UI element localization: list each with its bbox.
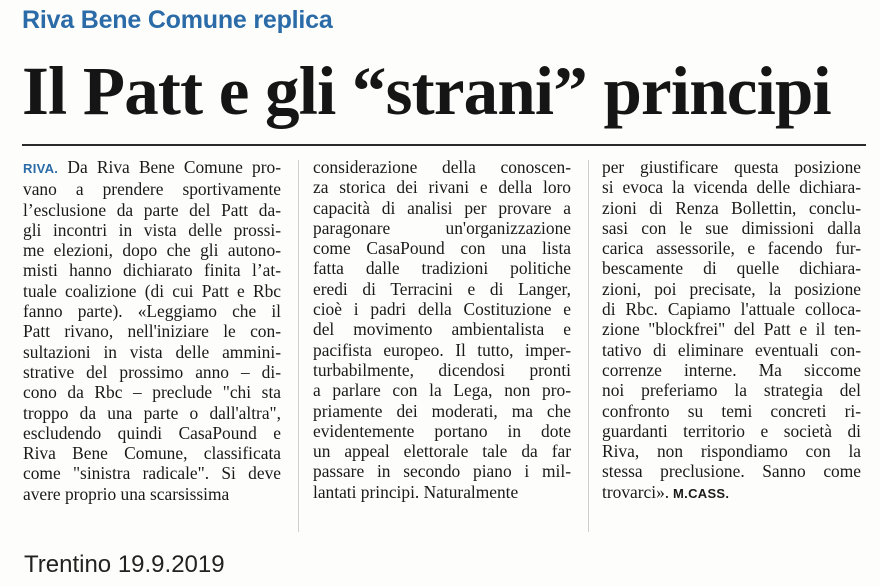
- body-text: tuale coalizione (di cui Patt e Rbc: [23, 280, 281, 301]
- body-text: escludendo quindi CasaPound e: [23, 422, 281, 443]
- body-text: strative del prossimo anno – di-: [23, 361, 281, 382]
- body-text-line: [313, 401, 571, 421]
- body-text-line: [313, 299, 571, 319]
- body-text: capacità di analisi per provare a: [313, 197, 571, 218]
- column-divider: [298, 160, 299, 532]
- body-text: cono da Rbc – preclude "chi sta: [23, 382, 281, 403]
- body-text-line: [23, 443, 281, 463]
- body-text: noi preferiamo la strategia del: [602, 380, 861, 401]
- body-text: avere proprio una scarsissima: [23, 483, 230, 504]
- body-text-line: [313, 461, 571, 481]
- body-text: Da Riva Bene Comune pro-: [58, 157, 281, 177]
- body-text-line: [313, 198, 571, 218]
- body-text-line: [602, 421, 861, 441]
- body-text-line: [23, 382, 281, 402]
- body-text: guardanti territorio e società di: [602, 420, 861, 441]
- body-text-line: [23, 220, 281, 240]
- body-text-line: [23, 301, 281, 321]
- body-text-line: [602, 461, 861, 481]
- body-text: come "sinistra radicale". Si deve: [23, 463, 281, 484]
- headline: Il Patt e gli “strani” principi: [22, 53, 831, 129]
- body-text-line: [602, 258, 861, 278]
- body-text: per giustificare questa posizione: [602, 157, 861, 177]
- body-text: Riva Bene Comune, classificata: [23, 443, 281, 464]
- kicker: Riva Bene Comune replica: [22, 6, 333, 34]
- body-text-line: [602, 218, 861, 238]
- body-text-line: [23, 157, 281, 179]
- body-text: a parlare con la Lega, non pro-: [313, 380, 571, 401]
- body-text: si evoca la vicenda delle dichiara-: [602, 177, 861, 198]
- body-text: tativo di eliminare eventuali con-: [602, 339, 861, 360]
- article-column-3: [602, 157, 861, 504]
- body-text-line: [313, 177, 571, 197]
- body-text-line: [23, 342, 281, 362]
- body-text-line: [313, 421, 571, 441]
- body-text: zioni, poi precisate, la posizione: [602, 278, 861, 299]
- body-text: fanno parte). «Leggiamo che il: [23, 301, 281, 322]
- body-text: paragonare un'organizzazione: [313, 217, 571, 238]
- body-text-line: [602, 177, 861, 197]
- body-text: trovarci».: [602, 481, 670, 502]
- body-text-line: [23, 179, 281, 199]
- body-text-line: [602, 340, 861, 360]
- body-text-line: [23, 423, 281, 443]
- body-text: lantati principi. Naturalmente: [313, 481, 519, 502]
- body-text-line: [602, 441, 861, 461]
- body-text-line: [23, 281, 281, 301]
- body-text: correnze interne. Ma siccome: [602, 359, 861, 380]
- body-text: turbabilmente, dicendosi pronti: [313, 359, 571, 380]
- body-text-line: [313, 340, 571, 360]
- body-text-line: [23, 200, 281, 220]
- body-text-line: [23, 362, 281, 382]
- body-text-line: [313, 157, 571, 177]
- body-text-line: [23, 240, 281, 260]
- body-text: za storica dei rivani e della loro: [313, 177, 571, 198]
- body-text-line: [23, 260, 281, 280]
- body-text: pacifista europeo. Il tutto, imper-: [313, 339, 571, 360]
- body-text: evidentemente portano in dote: [313, 420, 571, 441]
- body-text: gli incontri in vista delle prossi-: [23, 219, 281, 240]
- body-text: confronto su temi concreti ri-: [602, 400, 861, 421]
- body-text: considerazione della conoscen-: [313, 157, 571, 177]
- body-text-line: [313, 482, 571, 502]
- body-text-line: [313, 279, 571, 299]
- body-text-line: [602, 319, 861, 339]
- body-text: sasi con le sue dimissioni dalla: [602, 217, 861, 238]
- body-text: stessa preclusione. Sanno come: [602, 461, 861, 482]
- column-divider: [588, 160, 589, 532]
- body-text-line: [602, 401, 861, 421]
- body-text: un appeal elettorale tale da far: [313, 441, 571, 462]
- body-text-line: [313, 218, 571, 238]
- body-text-line: [602, 157, 861, 177]
- body-text-line: [602, 482, 861, 504]
- body-text-line: [313, 258, 571, 278]
- body-text-line: [313, 360, 571, 380]
- headline-rule: [22, 144, 866, 146]
- body-text: come CasaPound con una lista: [313, 238, 571, 259]
- source-caption: Trentino 19.9.2019: [24, 551, 225, 578]
- body-text: priamente dei moderati, ma che: [313, 400, 571, 421]
- body-text: di Rbc. Capiamo l'attuale colloca-: [602, 299, 861, 320]
- body-text: eredi di Terracini e di Langer,: [313, 278, 571, 299]
- body-text-line: [602, 360, 861, 380]
- body-text: zione "blockfrei" del Patt e il ten-: [602, 319, 861, 340]
- body-text-line: [313, 380, 571, 400]
- body-text-line: [602, 198, 861, 218]
- body-text: cioè i padri della Costituzione e: [313, 299, 571, 320]
- body-text-line: [313, 238, 571, 258]
- body-text: vano a prendere sportivamente: [23, 179, 281, 200]
- body-text: sultazioni in vista delle ammini-: [23, 341, 281, 362]
- body-text-line: [23, 484, 281, 504]
- body-text-line: [602, 238, 861, 258]
- body-text-line: [23, 403, 281, 423]
- body-text: misti hanno dichiarato finita l’at-: [23, 260, 281, 281]
- body-text: passare in secondo piano i mil-: [313, 461, 571, 482]
- article-column-1: [23, 157, 281, 504]
- body-text-line: [313, 441, 571, 461]
- body-text: me elezioni, dopo che gli autono-: [23, 240, 281, 261]
- body-text: bescamente di quelle dichiara-: [602, 258, 861, 279]
- dateline: RIVA.: [23, 161, 59, 176]
- body-text: l’esclusione da parte del Patt da-: [23, 199, 281, 220]
- body-text: troppo da una parte o dall'altra",: [23, 402, 281, 423]
- article-column-2: [313, 157, 571, 502]
- body-text: fatta dalle tradizioni politiche: [313, 258, 571, 279]
- body-text: carica assessorile, e facendo fur-: [602, 238, 861, 259]
- body-text: Riva, non rispondiamo con la: [602, 441, 861, 462]
- body-text: del movimento ambientalista e: [313, 319, 571, 340]
- author-signature: M.CASS.: [669, 485, 730, 501]
- body-text-line: [23, 463, 281, 483]
- body-text: zioni di Renza Bollettin, conclu-: [602, 197, 861, 218]
- body-text-line: [313, 319, 571, 339]
- body-text-line: [602, 299, 861, 319]
- body-text: Patt rivano, nell'iniziare le con-: [23, 321, 281, 342]
- body-text-line: [602, 279, 861, 299]
- body-text-line: [23, 321, 281, 341]
- body-text-line: [602, 380, 861, 400]
